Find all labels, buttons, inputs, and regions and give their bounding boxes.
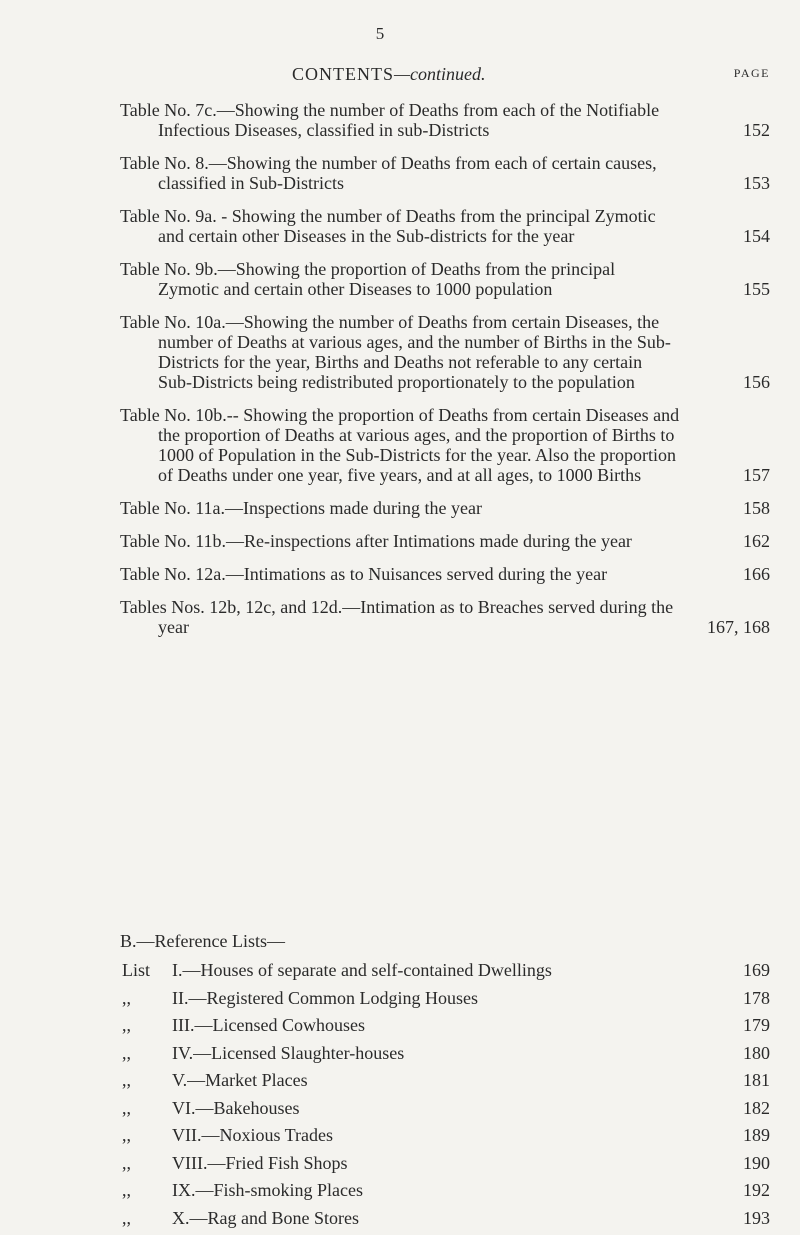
list-page: 192 (743, 1180, 770, 1201)
list-item (122, 1125, 770, 1153)
table-entries (120, 100, 770, 650)
list-prefix: ,, (122, 1180, 182, 1201)
list-item (122, 960, 770, 988)
list-page: 182 (743, 1098, 770, 1119)
list-page: 180 (743, 1043, 770, 1064)
list-prefix: ,, (122, 1153, 182, 1174)
list-prefix: List (122, 960, 182, 981)
list-title: V.—Market Places (172, 1070, 308, 1091)
list-prefix: ,, (122, 1098, 182, 1119)
list-title: VIII.—Fried Fish Shops (172, 1153, 348, 1174)
list-item: Table No. 11a.—Inspections made during the year 158 (120, 498, 770, 518)
list-item: Table No. 9a. - Showing the number of Deaths from the principal Zymotic and certain other Diseases in the Sub-districts for the year 154 (120, 206, 770, 246)
list-item (122, 988, 770, 1016)
list-title: VII.—Noxious Trades (172, 1125, 333, 1146)
list-item (122, 1098, 770, 1126)
list-page: 169 (743, 960, 770, 981)
list-page: 178 (743, 988, 770, 1009)
list-page: 189 (743, 1125, 770, 1146)
contents-title: CONTENTS—continued. (292, 64, 486, 85)
list-title: I.—Houses of separate and self-contained Dwellings (172, 960, 552, 981)
list-item (122, 1043, 770, 1071)
list-prefix: ,, (122, 1015, 182, 1036)
list-item: Table No. 10a.—Showing the number of Deaths from certain Diseases, the number of Deaths at various ages, and the number of Births in the Sub-Districts for the year, Births and Deaths not referable to any certain Sub-Districts being redistributed proportionately to the population 156 (120, 312, 770, 392)
list-page: 193 (743, 1208, 770, 1229)
list-item: Table No. 12a.—Intimations as to Nuisances served during the year 166 (120, 564, 770, 584)
reference-lists-heading: B.—Reference Lists— (120, 931, 285, 952)
list-title: III.—Licensed Cowhouses (172, 1015, 365, 1036)
list-item: Table No. 8.—Showing the number of Deaths from each of certain causes, classified in Sub-Districts 153 (120, 153, 770, 193)
list-prefix: ,, (122, 1043, 182, 1064)
list-page: 190 (743, 1153, 770, 1174)
list-item (122, 1208, 770, 1235)
page-number: 5 (0, 24, 760, 44)
list-item (122, 1015, 770, 1043)
list-title: II.—Registered Common Lodging Houses (172, 988, 478, 1009)
reference-lists (122, 960, 770, 1235)
list-item (122, 1153, 770, 1181)
list-item (122, 1070, 770, 1098)
list-title: VI.—Bakehouses (172, 1098, 299, 1119)
list-item (122, 1180, 770, 1208)
list-title: X.—Rag and Bone Stores (172, 1208, 359, 1229)
contents-header (120, 64, 770, 88)
list-item: Table No. 7c.—Showing the number of Deaths from each of the Notifiable Infectious Diseases, classified in sub-Districts 152 (120, 100, 770, 140)
list-prefix: ,, (122, 1070, 182, 1091)
list-item: Table No. 10b.-- Showing the proportion of Deaths from certain Diseases and the proportion of Deaths at various ages, and the proportion of Births to 1000 of Population in the Sub-Districts for the year. Also the proportion of Deaths under one year, five years, and at all ages, to 1000 Births 157 (120, 405, 770, 485)
list-prefix: ,, (122, 988, 182, 1009)
list-page: 181 (743, 1070, 770, 1091)
page-column-heading: PAGE (734, 66, 770, 81)
list-item: Tables Nos. 12b, 12c, and 12d.—Intimation as to Breaches served during the year 167, 168 (120, 597, 770, 637)
list-title: IV.—Licensed Slaughter-houses (172, 1043, 404, 1064)
list-title: IX.—Fish-smoking Places (172, 1180, 363, 1201)
list-item: Table No. 11b.—Re-inspections after Intimations made during the year 162 (120, 531, 770, 551)
list-prefix: ,, (122, 1208, 182, 1229)
list-page: 179 (743, 1015, 770, 1036)
list-prefix: ,, (122, 1125, 182, 1146)
list-item: Table No. 9b.—Showing the proportion of Deaths from the principal Zymotic and certain other Diseases to 1000 population 155 (120, 259, 770, 299)
